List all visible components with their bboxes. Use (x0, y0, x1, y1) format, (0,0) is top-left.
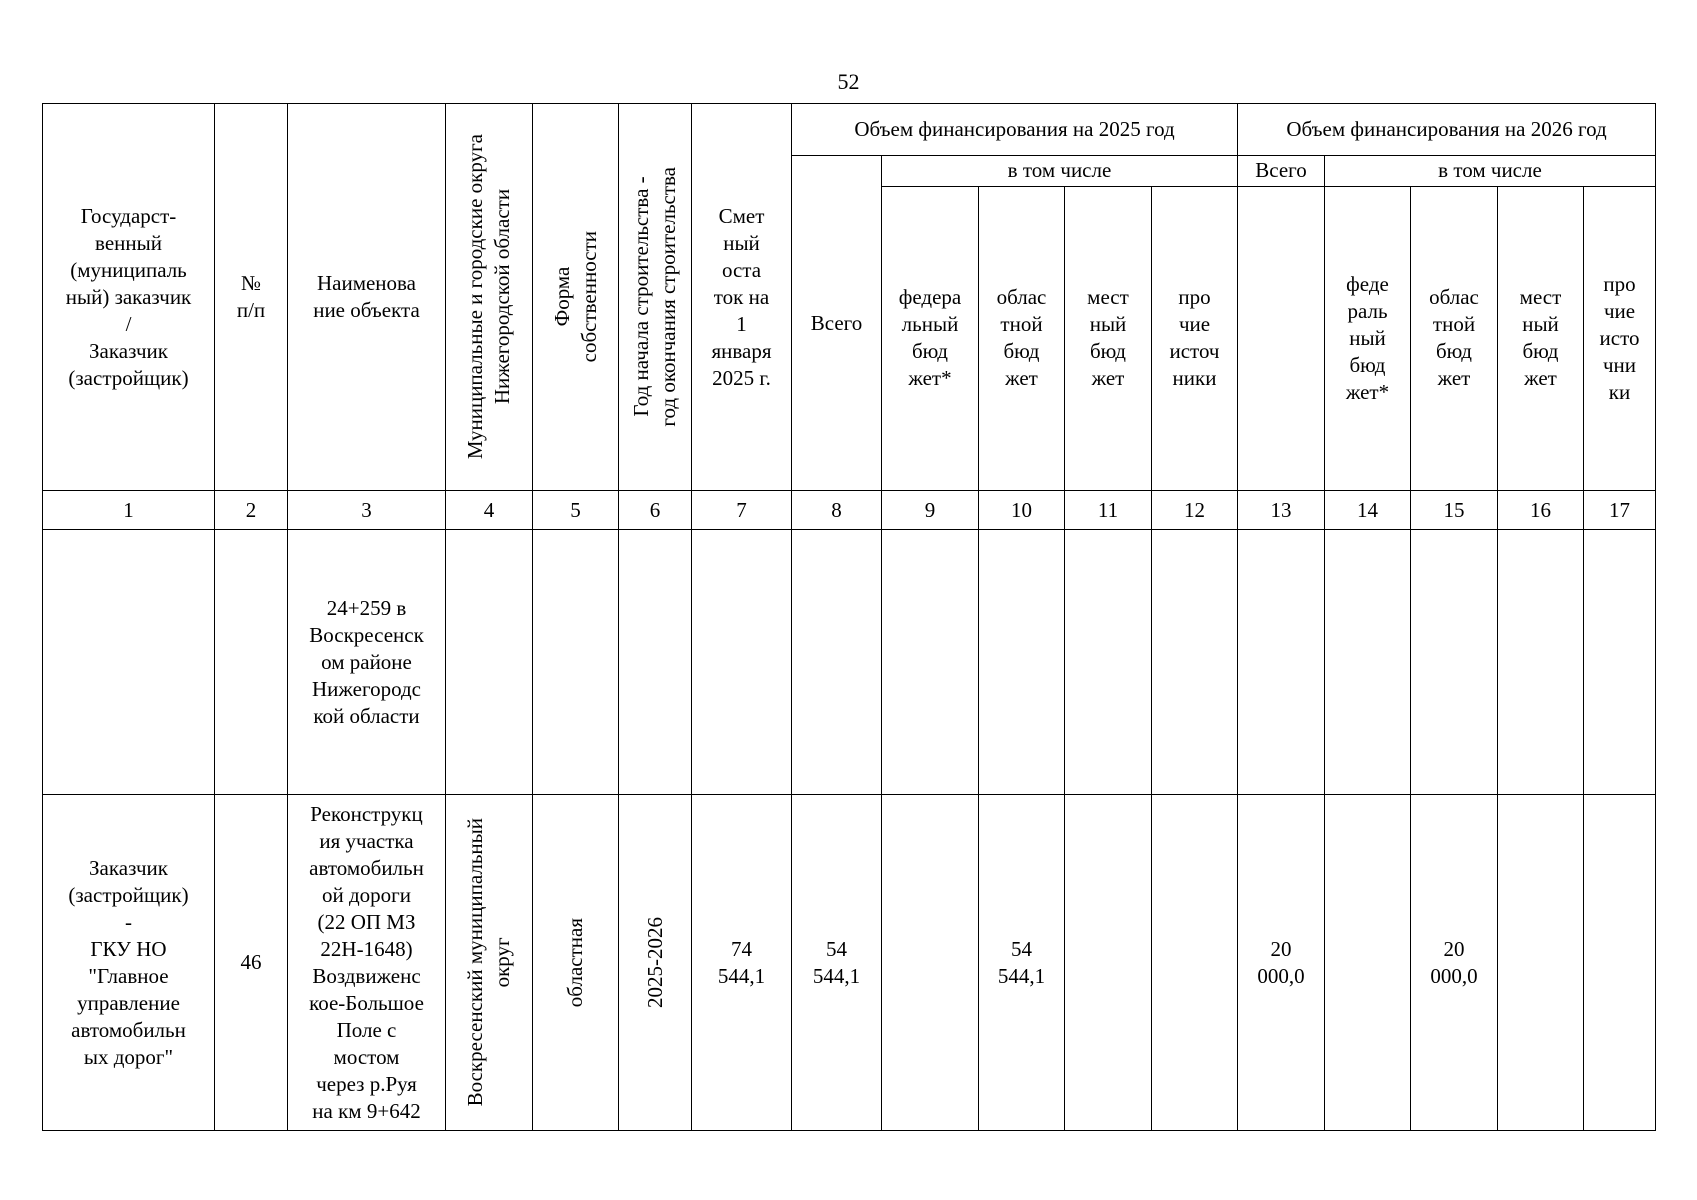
header-federal-2026: феде раль ный бюд жет* (1325, 186, 1411, 491)
column-numbers-row (43, 491, 1656, 530)
cell-federal-2026 (1325, 795, 1411, 1131)
cell-customer (43, 530, 215, 795)
header-years (619, 104, 692, 491)
col-number: 10 (979, 491, 1065, 530)
col-number: 11 (1065, 491, 1152, 530)
header-regional-2026: облас тной бюд жет (1411, 186, 1498, 491)
cell-regional-2025: 54 544,1 (979, 795, 1065, 1131)
header-municipal-text: Муниципальные и городские округа Нижегородской области (463, 134, 514, 460)
col-number: 1 (43, 491, 215, 530)
col-number: 13 (1238, 491, 1325, 530)
cell-total-2025: 54 544,1 (792, 795, 882, 1131)
header-local-2025: мест ный бюд жет (1065, 186, 1152, 491)
cell-other-2025 (1152, 795, 1238, 1131)
header-including-2025: в том числе (882, 156, 1238, 187)
cell-regional-2026 (1411, 530, 1498, 795)
col-number: 5 (533, 491, 619, 530)
cell-total-2026: 20 000,0 (1238, 795, 1325, 1131)
header-row-1 (43, 104, 1656, 156)
header-regional-2025: облас тной бюд жет (979, 186, 1065, 491)
header-ownership (533, 104, 619, 491)
col-number: 9 (882, 491, 979, 530)
page-number: 52 (837, 69, 860, 94)
header-ownership-text: Форма собственности (549, 231, 601, 363)
col-number: 12 (1152, 491, 1238, 530)
col-number: 14 (1325, 491, 1411, 530)
cell-local-2026 (1498, 795, 1584, 1131)
cell-federal-2026 (1325, 530, 1411, 795)
cell-total-2026 (1238, 530, 1325, 795)
cell-years (619, 795, 692, 1131)
header-total-2025: Всего (792, 156, 882, 491)
cell-local-2025 (1065, 795, 1152, 1131)
header-total-2026-empty (1238, 186, 1325, 491)
header-federal-2025: федера льный бюд жет* (882, 186, 979, 491)
table-row (43, 795, 1656, 1131)
col-number: 7 (692, 491, 792, 530)
header-customer: Государст- венный (муниципаль ный) заказчик / Заказчик (застройщик) (43, 104, 215, 491)
cell-years-text: 2025-2026 (642, 917, 667, 1008)
header-municipal (446, 104, 533, 491)
col-number: 3 (288, 491, 446, 530)
header-including-2026: в том числе (1325, 156, 1656, 187)
header-fin-2025: Объем финансирования на 2025 год (792, 104, 1238, 156)
header-years-text: Год начала строительства - год окончания строительства (629, 167, 680, 427)
cell-municipal-text: Воскресенский муниципальный округ (463, 818, 514, 1107)
cell-municipal (446, 795, 533, 1131)
col-number: 17 (1584, 491, 1656, 530)
cell-num: 46 (215, 795, 288, 1131)
cell-remainder: 74 544,1 (692, 795, 792, 1131)
cell-regional-2025 (979, 530, 1065, 795)
header-fin-2026: Объем финансирования на 2026 год (1238, 104, 1656, 156)
cell-federal-2025 (882, 795, 979, 1131)
cell-other-2026 (1584, 530, 1656, 795)
cell-ownership-text: областная (563, 917, 587, 1008)
col-number: 15 (1411, 491, 1498, 530)
cell-other-2025 (1152, 530, 1238, 795)
header-remainder: Смет ный оста ток на 1 января 2025 г. (692, 104, 792, 491)
col-number: 6 (619, 491, 692, 530)
cell-num (215, 530, 288, 795)
cell-ownership (533, 795, 619, 1131)
table-row (43, 530, 1656, 795)
cell-remainder (692, 530, 792, 795)
cell-total-2025 (792, 530, 882, 795)
cell-regional-2026: 20 000,0 (1411, 795, 1498, 1131)
cell-other-2026 (1584, 795, 1656, 1131)
header-total-2026: Всего (1238, 156, 1325, 187)
header-other-2026: про чие исто чни ки (1584, 186, 1656, 491)
header-local-2026: мест ный бюд жет (1498, 186, 1584, 491)
header-num: № п/п (215, 104, 288, 491)
cell-object-name: Реконструкц ия участка автомобильн ой дороги (22 ОП МЗ 22Н-1648) Воздвиженс кое-Большое Поле с мостом через р.Руя на км 9+642 (288, 795, 446, 1131)
cell-years (619, 530, 692, 795)
cell-federal-2025 (882, 530, 979, 795)
cell-ownership (533, 530, 619, 795)
cell-local-2025 (1065, 530, 1152, 795)
cell-customer: Заказчик (застройщик) - ГКУ НО "Главное управление автомобильн ых дорог" (43, 795, 215, 1131)
col-number: 2 (215, 491, 288, 530)
header-other-2025: про чие источ ники (1152, 186, 1238, 491)
financing-table (42, 103, 1656, 1131)
col-number: 16 (1498, 491, 1584, 530)
cell-local-2026 (1498, 530, 1584, 795)
header-object-name: Наименова ние объекта (288, 104, 446, 491)
cell-municipal (446, 530, 533, 795)
col-number: 8 (792, 491, 882, 530)
cell-object-name: 24+259 в Воскресенск ом районе Нижегородс кой области (288, 530, 446, 795)
col-number: 4 (446, 491, 533, 530)
